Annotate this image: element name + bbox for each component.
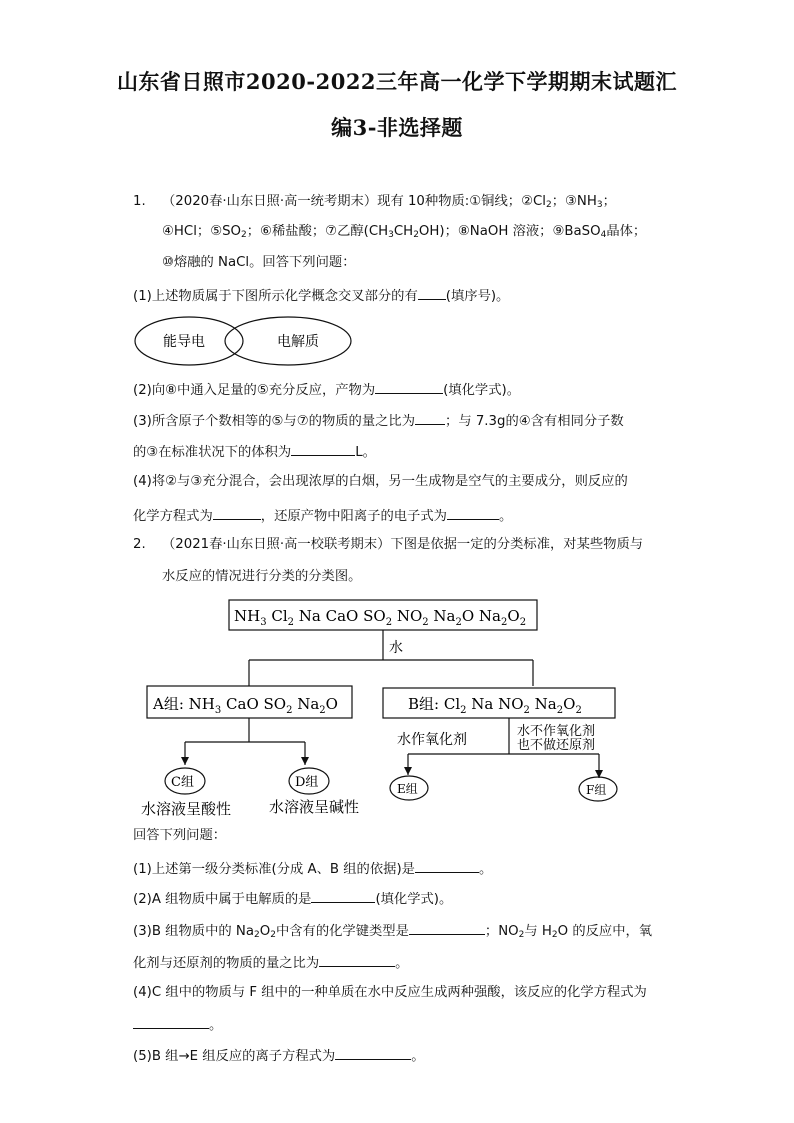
group-a-formulas: A组: $NH_3$ CaO $SO_2$ $Na_2O$: [153, 695, 338, 716]
group-b-right-label-1: 水不作氧化剂: [517, 724, 596, 739]
venn-left-label: 能导电: [163, 334, 205, 350]
q1-part3-line1: (3)所含原子个数相等的⑤与⑦的物质的量之比为 ；与 7.3g的④含有相同分子数: [133, 410, 624, 432]
water-label: 水: [389, 640, 403, 656]
group-b-left-label: 水作氧化剂: [397, 732, 467, 748]
classification-diagram: [133, 596, 633, 824]
answer-blank[interactable]: [291, 441, 355, 456]
q2-part1: (1)上述第一级分类标准(分成 A、B 组的依据)是 。: [133, 858, 492, 880]
group-b-formulas: B组: $Cl_2$ Na $NO_2$ $Na_2O_2$: [408, 695, 582, 716]
q1-part4-line2: 化学方程式为 ，还原产物中阳离子的电子式为 。: [133, 505, 512, 527]
group-c-description: 水溶液呈酸性: [141, 800, 232, 818]
q2-part3-line1: (3)B 组物质中的 $Na_2O_2$中含有的化学键类型是 ；$NO_2$与 $H_2O$ 的反应中，氧: [133, 920, 652, 942]
answer-blank[interactable]: [375, 379, 443, 394]
group-d-description: 水溶液呈碱性: [269, 798, 360, 816]
q2-intro-line1: （2021春·山东日照·高一校联考期末）下图是依据一定的分类标准，对某些物质与: [162, 537, 644, 552]
q1-part2: (2)向⑧中通入足量的⑤充分反应，产物为 (填化学式)。: [133, 379, 520, 401]
answer-blank[interactable]: [418, 285, 446, 300]
group-b-right-label-2: 也不做还原剂: [517, 738, 596, 753]
question-2-number: 2.: [133, 537, 146, 552]
q2-part2: (2)A 组物质中属于电解质的是 (填化学式)。: [133, 888, 452, 910]
q1-intro-line1: （2020春·山东日照·高一统考期末）现有 10种物质:①铜线；$②Cl_2$；$③NH_3$；: [162, 194, 616, 210]
q2-part4-line2: 。: [133, 1014, 222, 1036]
answer-blank[interactable]: [415, 410, 445, 425]
venn-right-label: 电解质: [277, 334, 319, 350]
q2-part4-line1: (4)C 组中的物质与 F 组中的一种单质在水中反应生成两种强酸，该反应的化学方程式为: [133, 985, 647, 1000]
answer-blank[interactable]: [133, 1014, 209, 1029]
group-f-label: F组: [586, 783, 607, 797]
group-e-label: E组: [397, 782, 418, 796]
page-title-line1: 山东省日照市2020-2022三年高一化学下学期期末试题汇: [116, 69, 678, 94]
answer-blank[interactable]: [409, 920, 485, 935]
group-d-label: D组: [295, 775, 319, 790]
answer-blank[interactable]: [213, 505, 261, 520]
q1-part4-line1: (4)将②与③充分混合，会出现浓厚的白烟，另一生成物是空气的主要成分，则反应的: [133, 474, 628, 489]
page-title-line2: 编3-非选择题: [331, 115, 463, 140]
answer-blank[interactable]: [335, 1045, 411, 1060]
venn-diagram: [133, 315, 355, 367]
q1-part3-line2: 的③在标准状况下的体积为 L。: [133, 441, 376, 463]
q1-intro-line2: ④HCl；$⑤SO_2$；⑥稀盐酸；⑦乙醇$(CH_3CH_2OH)$；⑧NaOH 溶液；⑨BaSO$_4$晶体；: [162, 224, 647, 240]
q1-intro-line3: ⑩熔融的 NaCl。回答下列问题：: [162, 255, 356, 270]
answer-blank[interactable]: [311, 888, 375, 903]
q2-part5: (5)B 组→E 组反应的离子方程式为 。: [133, 1045, 425, 1067]
question-1-number: 1.: [133, 194, 146, 209]
answer-blank[interactable]: [447, 505, 499, 520]
answer-blank[interactable]: [319, 952, 395, 967]
q1-part1: (1)上述物质属于下图所示化学概念交叉部分的有 (填序号)。: [133, 285, 509, 307]
q2-answer-intro: 回答下列问题：: [133, 828, 227, 843]
answer-blank[interactable]: [415, 858, 479, 873]
q2-part3-line2: 化剂与还原剂的物质的量之比为 。: [133, 952, 408, 974]
top-box-formulas: $NH_3$ $Cl_2$ Na CaO $SO_2$ $NO_2$ $Na_2O$ $Na_2O_2$: [234, 607, 527, 628]
q2-intro-line2: 水反应的情况进行分类的分类图。: [162, 569, 362, 584]
group-c-label: C组: [171, 775, 194, 790]
